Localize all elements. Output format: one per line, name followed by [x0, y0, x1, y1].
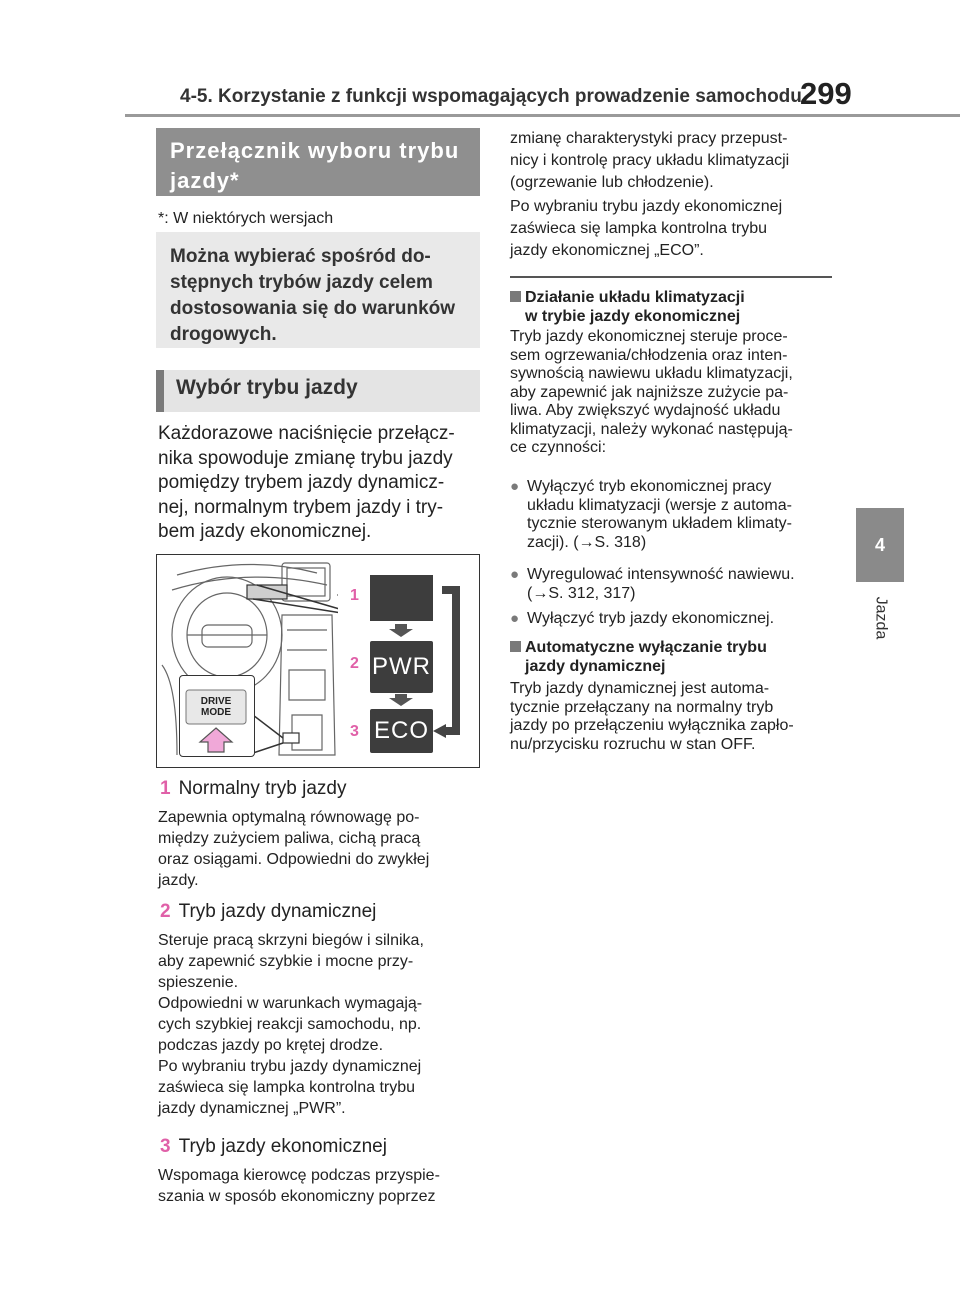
header-rule: [125, 114, 960, 117]
drive-mode-figure: [156, 554, 480, 768]
square-bullet-icon: [510, 291, 521, 302]
footnote: *: W niektórych wersjach: [158, 210, 334, 227]
mode-item-3-description: Wspomaga kierowcę podczas przyspie- szania w sposób ekonomiczny poprzez: [158, 1167, 440, 1205]
mode-number-1: 1: [350, 587, 359, 604]
mode-item-1-title: 1 Normalny tryb jazdy: [160, 778, 347, 799]
mode-item-2-description: Steruje pracą skrzyni biegów i silnika, aby zapewnić szybkie i mocne przy- spieszenie. Odpowiedni w warunkach wymagają- cych szybkiej reakcji samochodu, np. podczas jazdy po krętej drodze. Po wybraniu trybu jazdy dynamicznej zaświeca się lampka kontrolna trybu jazdy dynamicznej „PWR”.: [158, 932, 424, 1117]
page-number: 299: [800, 76, 852, 111]
bullet-item: ● Wyłączyć tryb jazdy ekonomicznej.: [510, 610, 775, 627]
chapter-label: Jazda: [871, 596, 889, 640]
body-paragraph: Każdorazowe naciśnięcie przełącz- nika spowoduje zmianę trybu jazdy pomiędzy trybem jazdy dynamicz- nej, normalnym trybem jazdy i try- bem jazdy ekonomicznej.: [158, 423, 455, 542]
press-arrow-icon: [200, 728, 232, 752]
mode-item-2-title: 2 Tryb jazdy dynamicznej: [160, 901, 377, 922]
mode-number-3: 3: [350, 723, 359, 740]
chapter-number: 4: [874, 534, 885, 555]
drive-mode-button-inset: [179, 675, 255, 757]
mode-number-2: 2: [350, 655, 359, 672]
climate-subheading: Działanie układu klimatyzacji w trybie jazdy ekonomicznej: [510, 288, 830, 326]
chapter-tab[interactable]: [856, 508, 904, 582]
circle-bullet-icon: ●: [510, 566, 520, 583]
eco-continued-paragraph: zmianę charakterystyki pracy przepust- nicy i kontrolę pracy układu klimatyzacji (ogrzewanie lub chłodzenie).: [510, 130, 790, 191]
mode-1-panel: [370, 575, 433, 621]
eco-indicator-paragraph: Po wybraniu trybu jazdy ekonomicznej zaświeca się lampka kontrolna trybu jazdy ekonomicznej „ECO”.: [510, 198, 783, 259]
drive-mode-button[interactable]: DRIVE MODE: [200, 696, 232, 718]
mode-eco-panel: ECO: [370, 709, 433, 753]
square-bullet-icon: [510, 641, 521, 652]
mode-pwr-panel: PWR: [370, 641, 433, 693]
circle-bullet-icon: ●: [510, 610, 520, 627]
auto-off-subheading: Automatyczne wyłączanie trybu jazdy dynamicznej: [510, 638, 830, 676]
subsection-title: Wybór trybu jazdy: [156, 370, 480, 412]
auto-off-paragraph: Tryb jazdy dynamicznej jest automa- tycznie przełączany na normalny tryb jazdy po przełączeniu wyłącznika zapło- nu/przycisku rozruchu w stan OFF.: [510, 680, 794, 753]
divider: [510, 276, 832, 278]
header-title: 4-5. Korzystanie z funkcji wspomagających prowadzenie samochodu: [180, 86, 802, 107]
intro-box: Można wybierać spośród do- stępnych trybów jazdy celem dostosowania się do warunków drogowych.: [156, 232, 480, 348]
bullet-item: ● Wyregulować intensywność nawiewu. (→S. 312, 317): [510, 566, 795, 602]
circle-bullet-icon: ●: [510, 478, 520, 495]
section-title: Przełącznik wyboru trybu jazdy*: [156, 128, 480, 196]
mode-item-1-description: Zapewnia optymalną równowagę po- między zużyciem paliwa, cichą pracą oraz osiągami. Odpowiedni do zwykłej jazdy.: [158, 809, 430, 889]
mode-item-3-title: 3 Tryb jazdy ekonomicznej: [160, 1136, 387, 1157]
climate-paragraph: Tryb jazdy ekonomicznej steruje proce- sem ogrzewania/chłodzenia oraz inten- sywnością nawiewu układu klimatyzacji, aby zapewnić jak najniższe zużycie pa- liwa. Aby zwiększyć wydajność układu klimatyzacji, należy wykonać następują- ce czynności:: [510, 328, 793, 456]
bullet-item: ● Wyłączyć tryb ekonomicznej pracy układu klimatyzacji (wersje z automa- tycznie sterowanym układem klimaty- zacji). (→S. 318): [510, 478, 792, 551]
